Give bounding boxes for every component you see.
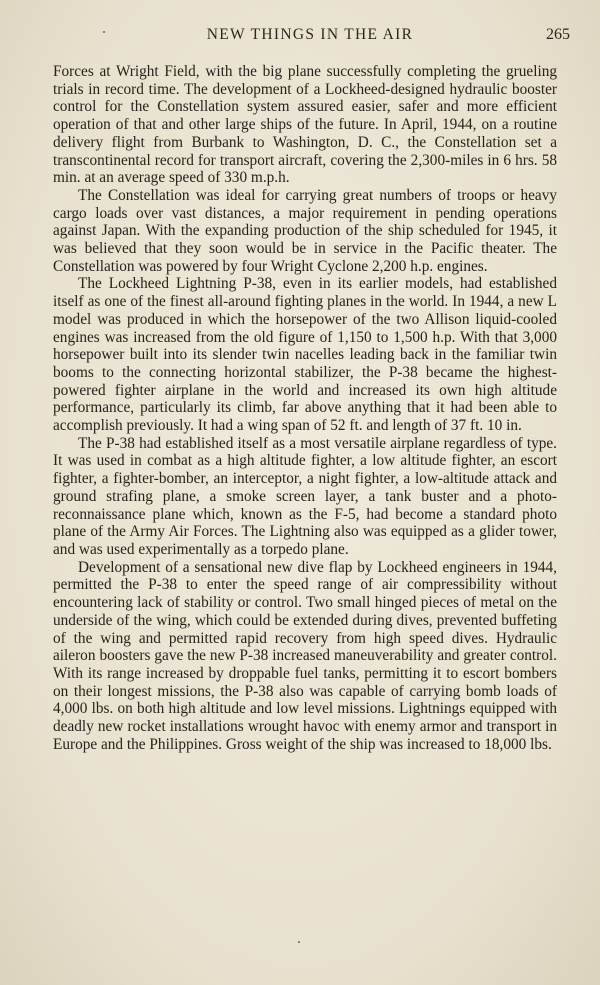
- paragraph-5: Development of a sensational new dive flap by Lockheed engineers in 1944, permitted the P-38 to enter the speed range of air compressibility without encountering lack of stability or control. Two small hinged pieces of metal on the underside of the wing, which could be extended during dives, prevented buffeting of the wing and permitted rapid recovery from high speed dives. Hydraulic aileron boosters gave the new P-38 increased maneuverability and greater control. With its range increased by droppable fuel tanks, permitting it to escort bombers on their longest missions, the P-38 also was capable of carrying bomb loads of 4,000 lbs. on both high altitude and low level missions. Lightnings equipped with deadly new rocket installations wrought havoc with enemy armor and transport in Europe and the Philippines. Gross weight of the ship was increased to 18,000 lbs.: [53, 558, 557, 753]
- paragraph-4: The P-38 had established itself as a most versatile airplane regardless of type. It was used in combat as a high altitude fighter, a low altitude fighter, an escort fighter, a fighter-bomber, an interceptor, a night fighter, a low-altitude attack and ground strafing plane, a smoke screen layer, a tank buster and a photo-reconnaissance plane which, known as the F-5, had become a standard photo plane of the Army Air Forces. The Lightning also was equipped as a glider tower, and was used experimentally as a torpedo plane.: [53, 434, 557, 558]
- page-header: [30, 26, 570, 50]
- page-number: 265: [546, 26, 570, 43]
- paragraph-2: The Constellation was ideal for carrying great numbers of troops or heavy cargo loads over vast distances, a major requirement in pending operations against Japan. With the expanding production of the ship scheduled for 1945, it was believed that they soon would be in service in the Pacific theater. The Constellation was powered by four Wright Cyclone 2,200 h.p. engines.: [53, 186, 557, 275]
- paragraph-1: Forces at Wright Field, with the big plane successfully completing the grueling trials in record time. The development of a Lockheed-designed hydraulic booster control for the Constellation system assured easier, safer and more efficient operation of that and other large ships of the future. In April, 1944, on a routine delivery flight from Burbank to Washington, D. C., the Constellation set a transcontinental record for transport aircraft, covering the 2,300-miles in 6 hrs. 58 min. at an average speed of 330 m.p.h.: [53, 63, 557, 187]
- paper-speck: [298, 941, 300, 943]
- body-text: [53, 63, 557, 753]
- paragraph-3: The Lockheed Lightning P-38, even in its earlier models, had established itself as one of the finest all-around fighting planes in the world. In 1944, a new L model was produced in which the horsepower of the two Allison liquid-cooled engines was increased from the old figure of 1,150 to 1,500 h.p. With that 3,000 horsepower built into its slender twin nacelles leading back in the familiar twin booms to the connecting horizontal stabilizer, the P-38 became the highest-powered fighter airplane in the world and increased its own high altitude performance, particularly its climb, far above anything that it had been able to accomplish previously. It had a wing span of 52 ft. and length of 37 ft. 10 in.: [53, 275, 557, 435]
- running-head: NEW THINGS IN THE AIR: [206, 26, 414, 43]
- paper-speck: [103, 31, 105, 33]
